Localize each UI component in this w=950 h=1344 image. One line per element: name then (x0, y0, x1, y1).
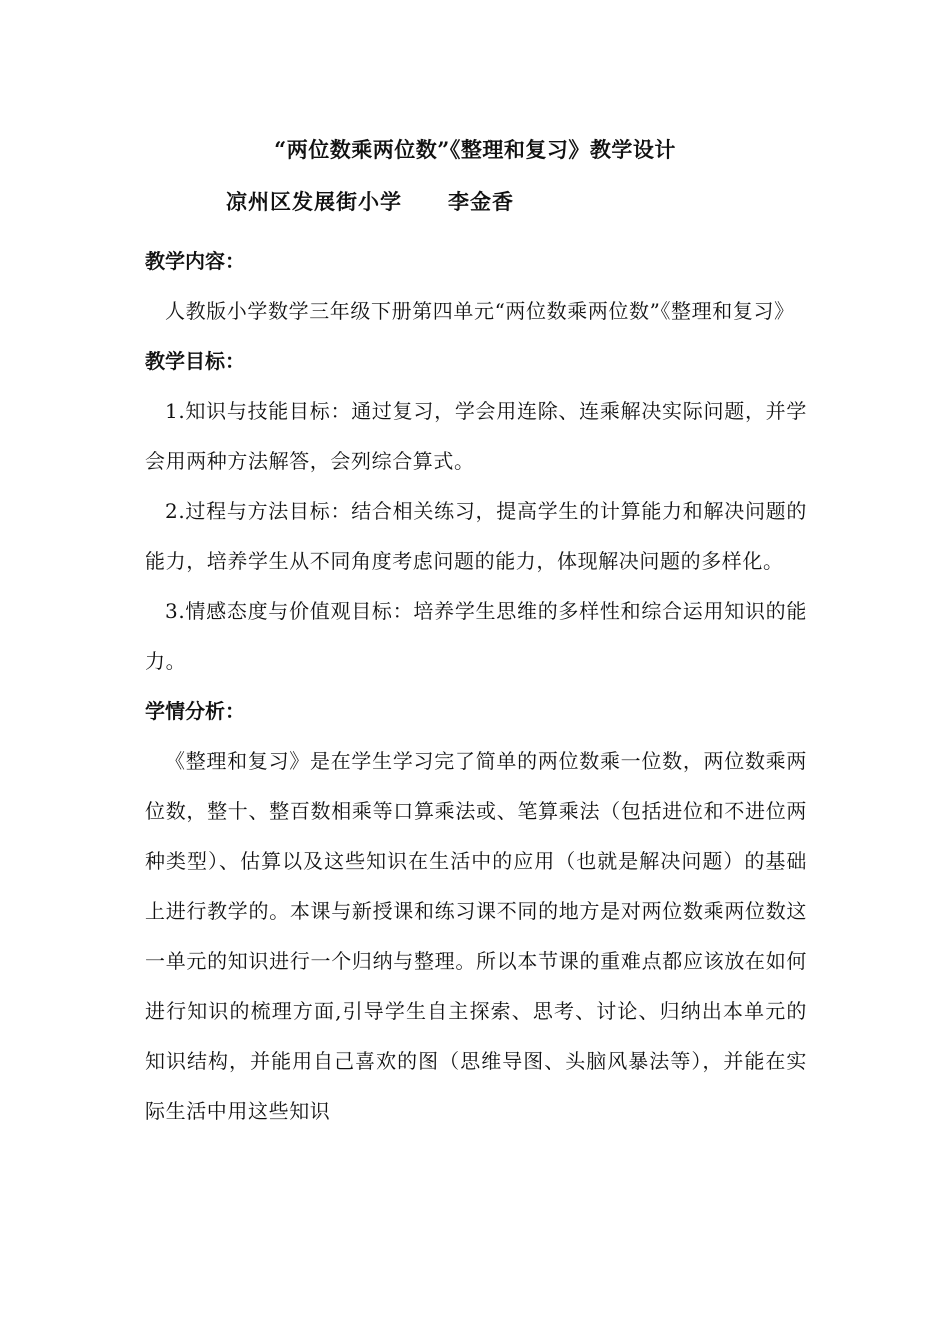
goal-paragraph-3: 3.情感态度与价值观目标：培养学生思维的多样性和综合运用知识的能力。 (145, 599, 807, 673)
author-name: 李金香 (448, 189, 514, 214)
school-name: 凉州区发展街小学 (226, 189, 402, 214)
section-heading-goals: 教学目标： (145, 349, 245, 373)
analysis-paragraph: 《整理和复习》是在学生学习完了简单的两位数乘一位数，两位数乘两位数，整十、整百数相乘等口算乘法或、笔算乘法（包括进位和不进位两种类型）、估算以及这些知识在生活中的应用（也就是解决问题）的基础上进行教学的。本课与新授课和练习课不同的地方是对两位数乘两位数这一单元的知识进行一个归纳与整理。所以本节课的重难点都应该放在如何进行知识的梳理方面,引导学生自主探索、思考、讨论、归纳出本单元的知识结构，并能用自己喜欢的图（思维导图、头脑风暴法等），并能在实际生活中用这些知识 (145, 749, 807, 1123)
goal-paragraph-1: 1.知识与技能目标：通过复习，学会用连除、连乘解决实际问题，并学会用两种方法解答，会列综合算式。 (145, 399, 807, 473)
document-title: “两位数乘两位数”《整理和复习》教学设计 (274, 137, 676, 162)
author-line (226, 186, 514, 218)
content-paragraph: 人教版小学数学三年级下册第四单元“两位数乘两位数”《整理和复习》 (165, 299, 795, 323)
section-heading-content: 教学内容： (145, 249, 245, 273)
goal-paragraph-2: 2.过程与方法目标：结合相关练习，提高学生的计算能力和解决问题的能力，培养学生从不同角度考虑问题的能力，体现解决问题的多样化。 (145, 499, 807, 573)
section-heading-analysis: 学情分析： (145, 699, 245, 723)
document-body (145, 236, 807, 1136)
